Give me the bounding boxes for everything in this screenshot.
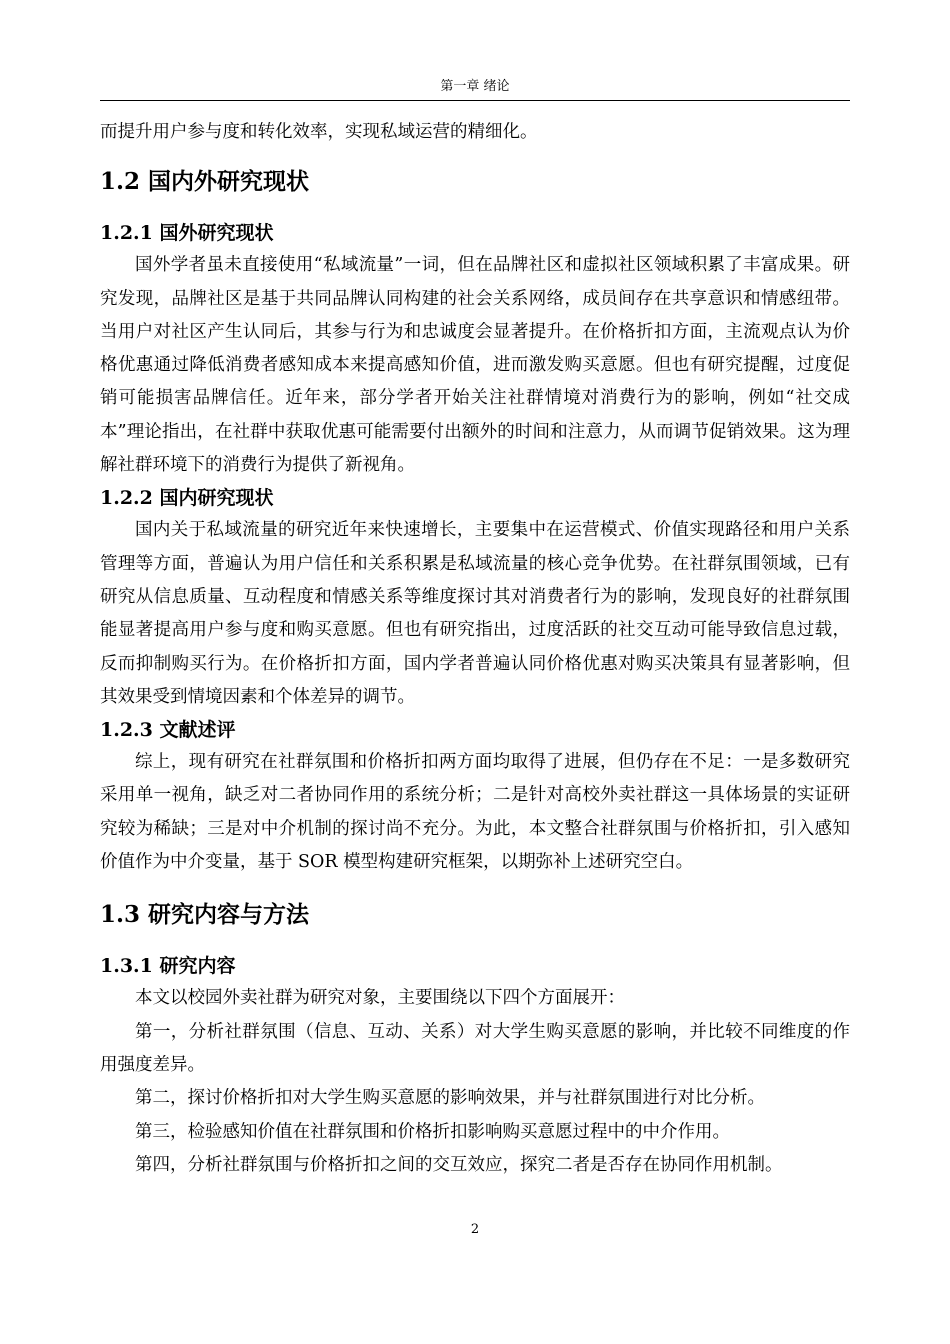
paragraph-domestic-research: 国内关于私域流量的研究近年来快速增长，主要集中在运营模式、价值实现路径和用户关系管理等方面，普遍认为用户信任和关系积累是私域流量的核心竞争优势。在社群氛围领域，已有研究从信息质量、互动程度和情感关系等维度探讨其对消费者行为的影响，发现良好的社群氛围能显著提高用户参与度和购买意愿。但也有研究指出，过度活跃的社交互动可能导致信息过载，反而抑制购买行为。在价格折扣方面，国内学者普遍认同价格优惠对购买决策具有显著影响，但其效果受到情境因素和个体差异的调节。 (100, 520, 850, 707)
paragraph-literature-review: 综上，现有研究在社群氛围和价格折扣两方面均取得了进展，但仍存在不足：一是多数研究采用单一视角，缺乏对二者协同作用的系统分析；二是针对高校外卖社群这一具体场景的实证研究较为稀缺；三是对中介机制的探讨尚不充分。为此，本文整合社群氛围与价格折扣，引入感知价值作为中介变量，基于 SOR 模型构建研究框架，以期弥补上述研究空白。 (100, 752, 850, 873)
paragraph-research-content-intro: 本文以校园外卖社群为研究对象，主要围绕以下四个方面展开： (135, 988, 625, 1009)
subsection-heading-1-2-1: 1.2.1 国外研究现状 (100, 222, 274, 245)
header-divider (100, 100, 850, 101)
intro-paragraph: 而提升用户参与度和转化效率，实现私域运营的精细化。 (100, 122, 538, 142)
paragraph-point-2: 第二，探讨价格折扣对大学生购买意愿的影响效果，并与社群氛围进行对比分析。 (135, 1088, 765, 1109)
subsection-heading-1-3-1: 1.3.1 研究内容 (100, 955, 236, 978)
paragraph-point-3: 第三，检验感知价值在社群氛围和价格折扣影响购买意愿过程中的中介作用。 (135, 1121, 730, 1142)
body-content (100, 116, 850, 1182)
section-heading-1-2: 1.2 国内外研究现状 (100, 168, 310, 196)
page-number: 2 (470, 1222, 480, 1237)
subsection-heading-1-2-3: 1.2.3 文献述评 (100, 719, 236, 742)
paragraph-point-4: 第四，分析社群氛围与价格折扣之间的交互效应，探究二者是否存在协同作用机制。 (135, 1154, 783, 1175)
section-heading-1-3: 1.3 研究内容与方法 (100, 901, 310, 929)
running-header: 第一章 绪论 (440, 79, 510, 94)
paragraph-point-1: 第一，分析社群氛围（信息、互动、关系）对大学生购买意愿的影响，并比较不同维度的作用强度差异。 (100, 1021, 850, 1075)
paragraph-foreign-research: 国外学者虽未直接使用“私域流量”一词，但在品牌社区和虚拟社区领域积累了丰富成果。研究发现，品牌社区是基于共同品牌认同构建的社会关系网络，成员间存在共享意识和情感纽带。当用户对社区产生认同后，其参与行为和忠诚度会显著提升。在价格折扣方面，主流观点认为价格优惠通过降低消费者感知成本来提高感知价值，进而激发购买意愿。但也有研究提醒，过度促销可能损害品牌信任。近年来，部分学者开始关注社群情境对消费行为的影响，例如“社交成本”理论指出，在社群中获取优惠可能需要付出额外的时间和注意力，从而调节促销效果。这为理解社群环境下的消费行为提供了新视角。 (100, 255, 850, 476)
subsection-heading-1-2-2: 1.2.2 国内研究现状 (100, 487, 274, 510)
